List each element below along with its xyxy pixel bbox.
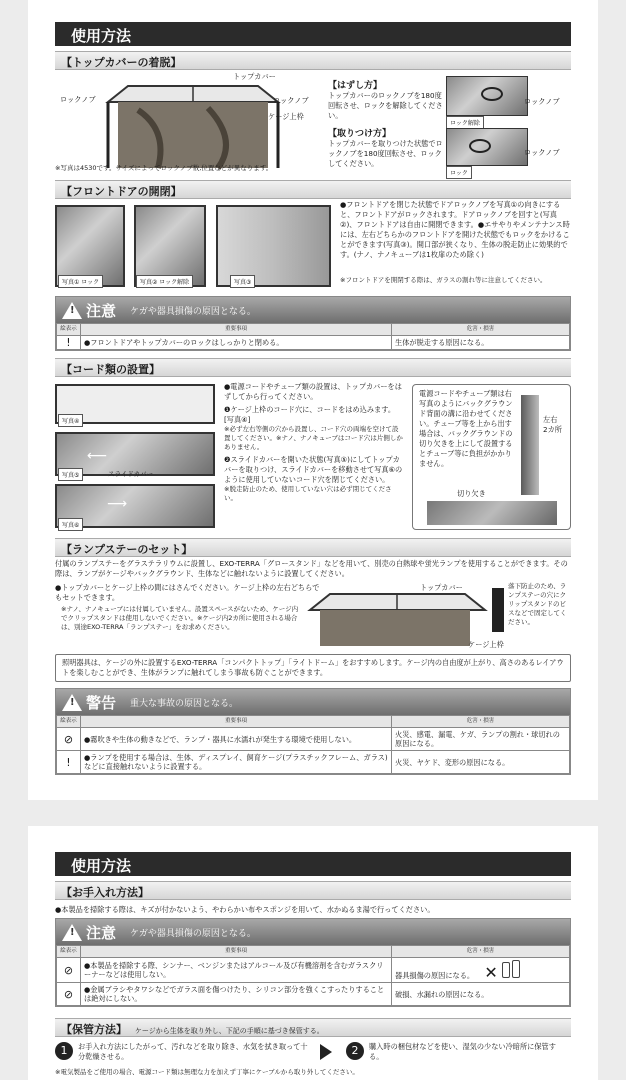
img-label-lock-knob-2: ロックノブ (524, 148, 560, 157)
cord-photo-6-caption: 写真⑥ (58, 518, 83, 531)
prohibited-icon: ⊘ (57, 728, 81, 751)
cord-text-1: ●電源コードやチューブ類の設置は、トップカバーをはずしてから行ってください。 (224, 382, 402, 401)
col-harm: 危害・損害 (392, 716, 570, 728)
img-label-lock: ロック (446, 166, 472, 179)
cord-text-3: ❷スライドカバーを開いた状態(写真⑤)にしてトップカバーを取りつけ、スライドカバーを移動させて写真⑥のように使用していないコード穴を閉じてください。 (224, 455, 403, 484)
row-item: ●霧吹きや生体の動きなどで、ランプ・器具に水濡れが発生する環境で使用しない。 (81, 728, 392, 751)
cage-diagram-top (98, 80, 288, 170)
notch-label: 切り欠き (457, 489, 486, 498)
subsection-heading-lamp-stay: 【ランプステーのセット】 (55, 538, 571, 557)
table-row (57, 336, 570, 350)
warning-triangle-icon: ! (62, 924, 82, 941)
lamp-stay-illustration (300, 590, 490, 646)
col-item: 重要事項 (81, 946, 392, 958)
warning-panel (55, 688, 571, 775)
door-note: ※フロントドアを開閉する際は、ガラスの割れ等に注意してください。 (340, 276, 547, 284)
col-item: 重要事項 (81, 716, 392, 728)
cover-note: ※写真は4530です。サイズによってロックノブ数,位置などが異なります。 (55, 164, 273, 172)
cord-photo-4-caption: 写真④ (58, 414, 83, 427)
table-row (57, 728, 570, 751)
cord-photo-5-caption: 写真⑤ (58, 468, 83, 481)
img-label-lock-knob-1: ロックノブ (524, 97, 560, 106)
manual-page-2 (28, 826, 598, 1080)
subsection-heading-cord: 【コード類の設置】 (55, 358, 571, 377)
remove-text: トップカバーのロックノブを180度回転させ、ロックを解除してください。 (328, 91, 443, 120)
cord-tip-text: 電源コードやチューブ類は右写真のようにバックグラウンド背面の溝に沿わせてください。チューブ等を上から出す場合は、バックグラウンドの切り欠きを上にして設置するとチューブ等に負担がかかりません。 (419, 389, 513, 468)
row-harm: 火災、感電、漏電、ケガ、ランプの割れ・球切れの原因になる。 (392, 728, 570, 751)
caution-title: 注意 (86, 923, 117, 942)
row-harm: 破損、水漏れの原因になる。 (392, 983, 570, 1006)
cord-note-2: ※必ず左右等側の穴から設置し、コード穴の両端を空けて設置してください。※ナノ、ナノキューブはコード穴は片側しかありません。 (224, 425, 403, 451)
mandatory-icon: ! (57, 751, 81, 774)
section-title: 使用方法 (55, 852, 571, 876)
caution-table (56, 323, 570, 350)
manual-page-1 (28, 0, 598, 800)
col-icon: 絵表示 (57, 324, 81, 336)
can-icon (512, 960, 520, 978)
subsection-heading-front-door: 【フロントドアの開閉】 (55, 180, 571, 199)
table-row (57, 958, 570, 983)
subsection-heading-care: 【お手入れ方法】 (55, 881, 571, 900)
table-row (57, 751, 570, 774)
recommend-box (55, 654, 571, 682)
section-title: 使用方法 (55, 22, 571, 46)
door-photo-1-caption: 写真① ロック (58, 275, 103, 288)
cord-text-2: ❶ケージ上枠のコード穴に、コードをはめ込みます。[写真④] (224, 405, 396, 424)
attach-text: トップカバーを取りつけた状態でロックノブを180度回転させ、ロックしてください。 (328, 139, 443, 168)
caution-panel-2 (55, 918, 571, 1007)
img-label-release: ロック解除 (446, 116, 484, 129)
arrow-right-icon: ⟶ (107, 496, 128, 512)
caution-panel-1 (55, 296, 571, 351)
storage-note: ※電気製品をご使用の場合、電源コード類は無理な力を加えず丁寧にケーブルから取り外してください。 (55, 1068, 359, 1076)
lamp-cage-top-label: ケージ上枠 (468, 640, 504, 649)
prohibited-icon: ⊘ (57, 958, 81, 983)
remove-instructions (328, 78, 443, 121)
col-harm: 危害・損害 (392, 946, 570, 958)
row-item: ●フロントドアやトップカバーのロックはしっかりと閉める。 (81, 336, 392, 350)
lamp-stay-diagram (300, 590, 490, 646)
caution-title: 注意 (86, 301, 117, 320)
lamp-notes: ※ナノ、ナノキューブには付属していません。設置スペースがないため、ケージ内でクリップスタンドは使用しないでください。※ケージ内2カ所に使用される場合は、別途EXO-TERRA「ランプステー」をお求めください。 (61, 605, 299, 631)
warning-title: 警告 (86, 693, 117, 712)
door-text: ●フロントドアを閉じた状態でドアロックノブを写真①の向きにすると、フロントドアがロックされます。ドアロックノブを回すと(写真②)、フロントドアは自由に開閉できます。●エサやりやメンテナンス時には、左右どちらかのフロントドアを開けた状態でもロックをかけることができます(写真③)。開口部が狭くなり、生体の脱走防止に効果的です。(ナノ、ナノキューブは1枚扉のため除く) (340, 200, 570, 259)
col-harm: 危害・損害 (392, 324, 570, 336)
storage-sub: ケージから生体を取り外し、下記の手順に基づき保管する。 (134, 1027, 324, 1035)
row-harm: 器具損傷の原因になる。 (395, 971, 475, 980)
caution-desc: ケガや器具損傷の原因となる。 (130, 928, 256, 939)
storage-heading: 【保管方法】 (61, 1023, 127, 1036)
cord-instructions (224, 382, 404, 503)
label-cage-top: ケージ上枠 (268, 112, 304, 121)
arrow-left-icon: ⟵ (87, 448, 108, 464)
caution-table (56, 945, 570, 1006)
attach-instructions (328, 126, 443, 169)
bottle-icon (502, 962, 510, 978)
recommend-text: 照明器具は、ケージの外に設置するEXO-TERRA「コンパクトトップ」「ライトドーム」をおすすめします。ケージ内の自由度が上がり、高さのあるレイアウトを楽しむことができ、生体がランプに触れてしまう事故も防ぐことができます。 (62, 658, 564, 677)
care-text: ●本製品を掃除する際は、キズが付かないよう、やわらかい布やスポンジを用いて、水かぬるま湯で行ってください。 (55, 905, 435, 914)
col-icon: 絵表示 (57, 946, 81, 958)
cage-illustration (98, 80, 288, 170)
left-right-label: 左右 (543, 415, 558, 424)
row-harm: 生体が脱走する原因になる。 (392, 336, 570, 350)
notch-image (427, 501, 557, 525)
subsection-heading-top-cover: 【トップカバーの着脱】 (55, 51, 571, 70)
label-top-cover: トップカバー (233, 72, 276, 81)
cord-note-3: ※脱走防止のため、使用していない穴は必ず閉じてください。 (224, 485, 392, 502)
row-item: ●ランプを使用する場合は、生体、ディスプレイ、飼育ケージ(プラスチックフレーム、ガラス)などに直接触れないように設置する。 (81, 751, 392, 774)
label-lock-knob-left: ロックノブ (60, 95, 96, 104)
storage-step-1: お手入れ方法にしたがって、汚れなどを取り除き、水気を拭き取って十分乾燥させる。 (78, 1042, 308, 1061)
lock-knob-icon (481, 87, 503, 101)
step-1-badge: 1 (55, 1042, 73, 1060)
remove-title: 【はずし方】 (328, 81, 383, 91)
row-item: ●金属ブラシやタワシなどでガラス面を傷つけたり、シリコン部分を強くこすったりすることは絶対にしない。 (81, 983, 392, 1006)
label-lock-knob-right: ロックノブ (273, 96, 309, 105)
warning-desc: 重大な事故の原因となる。 (130, 698, 239, 709)
lock-release-photo (446, 76, 528, 116)
caution-desc: ケガや器具損傷の原因となる。 (130, 306, 256, 317)
warning-table (56, 715, 570, 774)
lamp-intro: 付属のランプステーをグラステラリウムに設置し、EXO-TERRA「グロースタンド」などを用いて、別売の白熱球や蛍光ランプを使用することができます。その際は、ランプがケージやバックグラウンド、生体などに触れないように設置してください。 (55, 559, 568, 578)
prohibited-icon: ⊘ (57, 983, 81, 1006)
lamp-top-cover-label: トップカバー (420, 583, 463, 592)
row-item: ●本製品を掃除する際、シンナー、ベンジンまたはアルコール及び有機溶剤を含むガラスクリーナーなどは使用しない。 (81, 958, 392, 983)
step-2-badge: 2 (346, 1042, 364, 1060)
col-icon: 絵表示 (57, 716, 81, 728)
lock-photo (446, 128, 528, 166)
cross-mark-icon: ✕ (484, 963, 498, 982)
mandatory-icon: ! (57, 336, 81, 350)
col-item: 重要事項 (81, 324, 392, 336)
background-panel-image (521, 395, 539, 495)
fall-prevention-note: 落下防止のため、ランプステーの穴にクリップスタンドのビスなどで固定してください。 (508, 582, 567, 626)
arrow-right-icon (320, 1044, 332, 1060)
lamp-bullet: ●トップカバーとケージ上枠の間にはさんでください。ケージ上枠の左右どちらでもセットできます。 (55, 583, 320, 602)
lock-knob-icon (469, 139, 491, 153)
subsection-heading-storage (55, 1018, 571, 1037)
door-photo-2-caption: 写真② ロック解除 (136, 275, 193, 288)
row-harm: 火災、ヤケド、変形の原因になる。 (392, 751, 570, 774)
background-cord-tip-box (412, 384, 571, 530)
row-harm-cell (392, 958, 570, 983)
table-row (57, 983, 570, 1006)
storage-step-2: 購入時の梱包材などを使い、湿気の少ない冷暗所に保管する。 (369, 1042, 556, 1061)
slide-cover-label: スライドカバー (108, 470, 154, 478)
door-photo-3-caption: 写真③ (230, 275, 255, 288)
warning-triangle-icon: ! (62, 694, 82, 711)
warning-triangle-icon: ! (62, 302, 82, 319)
attach-title: 【取りつけ方】 (328, 129, 392, 139)
two-places-label: 2カ所 (543, 425, 562, 434)
lamp-stay-part (492, 588, 504, 632)
